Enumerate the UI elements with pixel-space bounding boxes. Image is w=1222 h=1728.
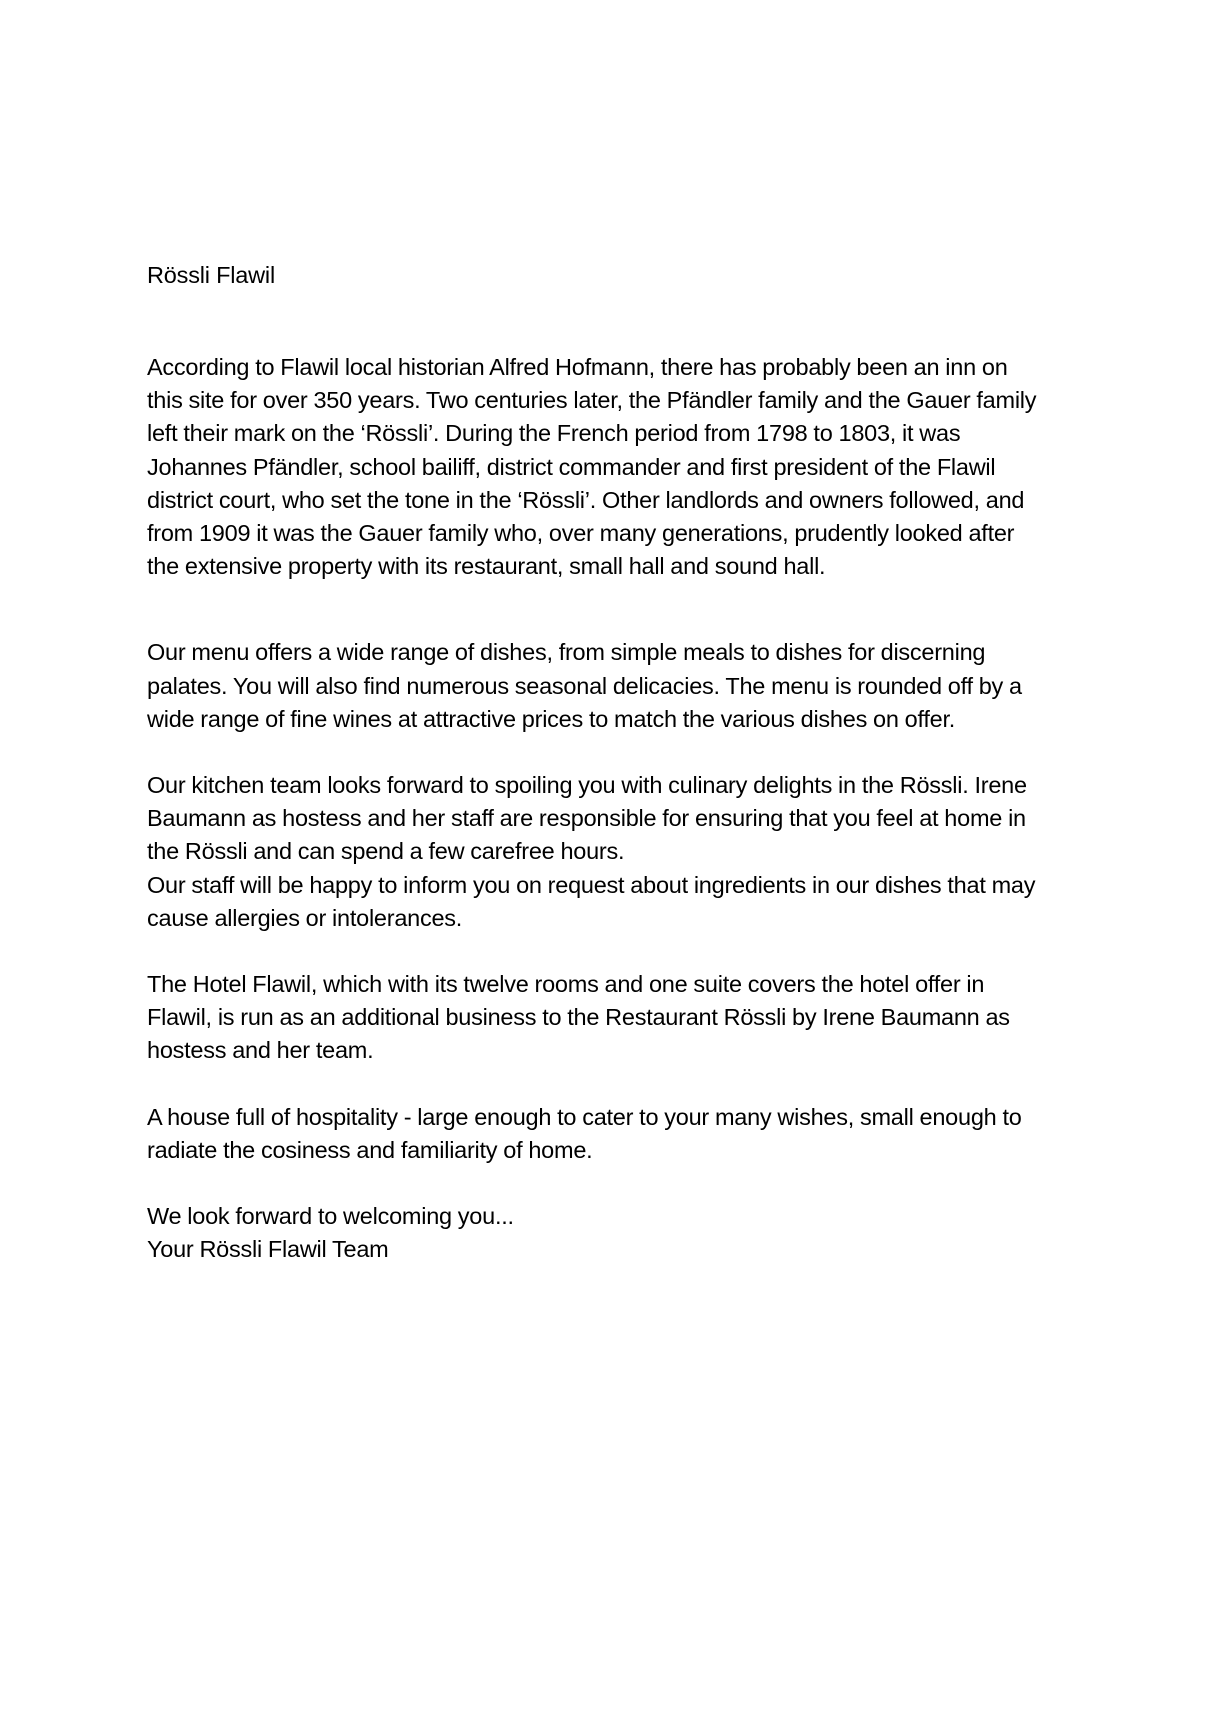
text-line: hostess and her team. [147, 1037, 374, 1064]
paragraph-menu [147, 636, 1107, 736]
text-line: palates. You will also find numerous seasonal delicacies. The menu is rounded off by a [147, 672, 1022, 699]
closing-line: We look forward to welcoming you... [147, 1203, 514, 1230]
text-line: this site for over 350 years. Two centuries later, the Pfändler family and the Gauer family [147, 387, 1037, 414]
text-line: wide range of fine wines at attractive prices to match the various dishes on offer. [147, 705, 956, 732]
text-line: The Hotel Flawil, which with its twelve rooms and one suite covers the hotel offer in [147, 971, 985, 998]
text-line: cause allergies or intolerances. [147, 904, 463, 931]
paragraph-closing [147, 1200, 1107, 1266]
text-line: Our staff will be happy to inform you on request about ingredients in our dishes that may [147, 871, 1036, 898]
document-body [147, 258, 1107, 1266]
paragraph-hospitality [147, 1101, 1107, 1167]
text-line: According to Flawil local historian Alfred Hofmann, there has probably been an inn on [147, 354, 1008, 380]
signature-line: Your Rössli Flawil Team [147, 1236, 389, 1263]
text-line: the extensive property with its restaurant, small hall and sound hall. [147, 553, 826, 580]
text-line: Baumann as hostess and her staff are responsible for ensuring that you feel at home in [147, 805, 1026, 832]
text-line: Johannes Pfändler, school bailiff, district commander and first president of the Flawil [147, 453, 996, 480]
text-line: district court, who set the tone in the ‘Rössli’. Other landlords and owners followed, and [147, 486, 1025, 513]
text-line: Our menu offers a wide range of dishes, from simple meals to dishes for discerning [147, 639, 986, 666]
text-line: A house full of hospitality - large enough to cater to your many wishes, small enough to [147, 1103, 1022, 1130]
text-line: from 1909 it was the Gauer family who, over many generations, prudently looked after [147, 520, 1015, 547]
paragraph-hotel [147, 968, 1107, 1068]
text-line: left their mark on the ‘Rössli’. During the French period from 1798 to 1803, it was [147, 420, 961, 447]
text-line: Flawil, is run as an additional business to the Restaurant Rössli by Irene Baumann as [147, 1004, 1010, 1031]
paragraph-history [147, 351, 1107, 583]
text-line: radiate the cosiness and familiarity of home. [147, 1136, 593, 1163]
text-line: the Rössli and can spend a few carefree hours. [147, 838, 625, 865]
text-line: Our kitchen team looks forward to spoiling you with culinary delights in the Rössli. Irene [147, 772, 1027, 799]
paragraph-kitchen-team [147, 769, 1107, 935]
document-title: Rössli Flawil [147, 262, 275, 288]
